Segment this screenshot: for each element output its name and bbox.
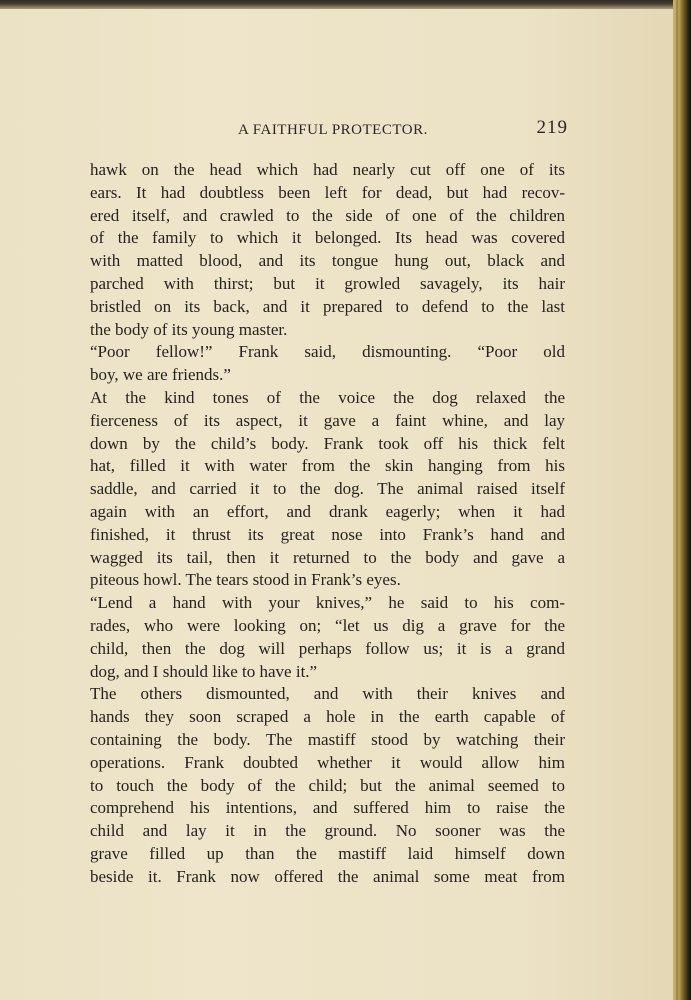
body-text <box>90 159 565 889</box>
running-title: A FAITHFUL PROTECTOR. <box>238 122 428 138</box>
text-line: child, then the dog will perhaps follow us; it is a grand <box>90 638 565 658</box>
text-line: hawk on the head which had nearly cut off one of its <box>90 160 565 179</box>
text-line: containing the body. The mastiff stood by watching their <box>90 729 565 749</box>
text-line: again with an effort, and drank eagerly; when it had <box>90 501 565 521</box>
text-line: down by the child’s body. Frank took off his thick felt <box>90 433 565 453</box>
text-line: “Poor fellow!” Frank said, dismounting. “Poor old <box>90 342 565 362</box>
text-line: At the kind tones of the voice the dog relaxed the <box>90 387 565 407</box>
text-line: fierceness of its aspect, it gave a faint whine, and lay <box>90 410 565 430</box>
text-line: finished, it thrust its great nose into Frank’s hand and <box>90 524 565 544</box>
text-line: dog, and I should like to have it.” <box>90 661 318 681</box>
text-line: to touch the body of the child; but the animal seemed to <box>90 775 565 795</box>
text-line: ered itself, and crawled to the side of one of the children <box>90 205 565 225</box>
text-line: of the family to which it belonged. Its head was covered <box>90 228 565 248</box>
text-line: saddle, and carried it to the dog. The animal raised itself <box>90 479 565 499</box>
text-line: child and lay it in the ground. No sooner was the <box>90 821 565 841</box>
page-number: 219 <box>536 117 568 138</box>
text-line: hands they soon scraped a hole in the earth capable of <box>90 707 565 727</box>
text-line: hat, filled it with water from the skin hanging from his <box>90 456 565 476</box>
text-line: beside it. Frank now offered the animal some meat from <box>90 866 565 886</box>
text-line: piteous howl. The tears stood in Frank’s eyes. <box>90 570 401 590</box>
text-line: comprehend his intentions, and suffered him to raise the <box>90 798 565 818</box>
text-line: parched with thirst; but it growled savagely, its hair <box>90 273 565 293</box>
text-line: grave filled up than the mastiff laid himself down <box>90 843 565 863</box>
text-line: wagged its tail, then it returned to the body and gave a <box>90 547 565 567</box>
text-line: “Lend a hand with your knives,” he said to his com- <box>90 593 565 613</box>
running-header <box>90 117 568 143</box>
text-line: bristled on its back, and it prepared to defend to the last <box>90 296 565 316</box>
text-line: the body of its young master. <box>90 319 288 339</box>
text-line: with matted blood, and its tongue hung out, black and <box>90 251 565 271</box>
text-line: rades, who were looking on; “let us dig a grave for the <box>90 615 565 635</box>
book-spine-edge <box>673 0 691 1000</box>
text-line: ears. It had doubtless been left for dead, but had recov- <box>90 182 565 202</box>
page-top-edge <box>0 0 691 9</box>
text-line: The others dismounted, and with their knives and <box>90 684 565 704</box>
text-line: operations. Frank doubted whether it would allow him <box>90 752 565 772</box>
text-line: boy, we are friends.” <box>90 365 231 385</box>
